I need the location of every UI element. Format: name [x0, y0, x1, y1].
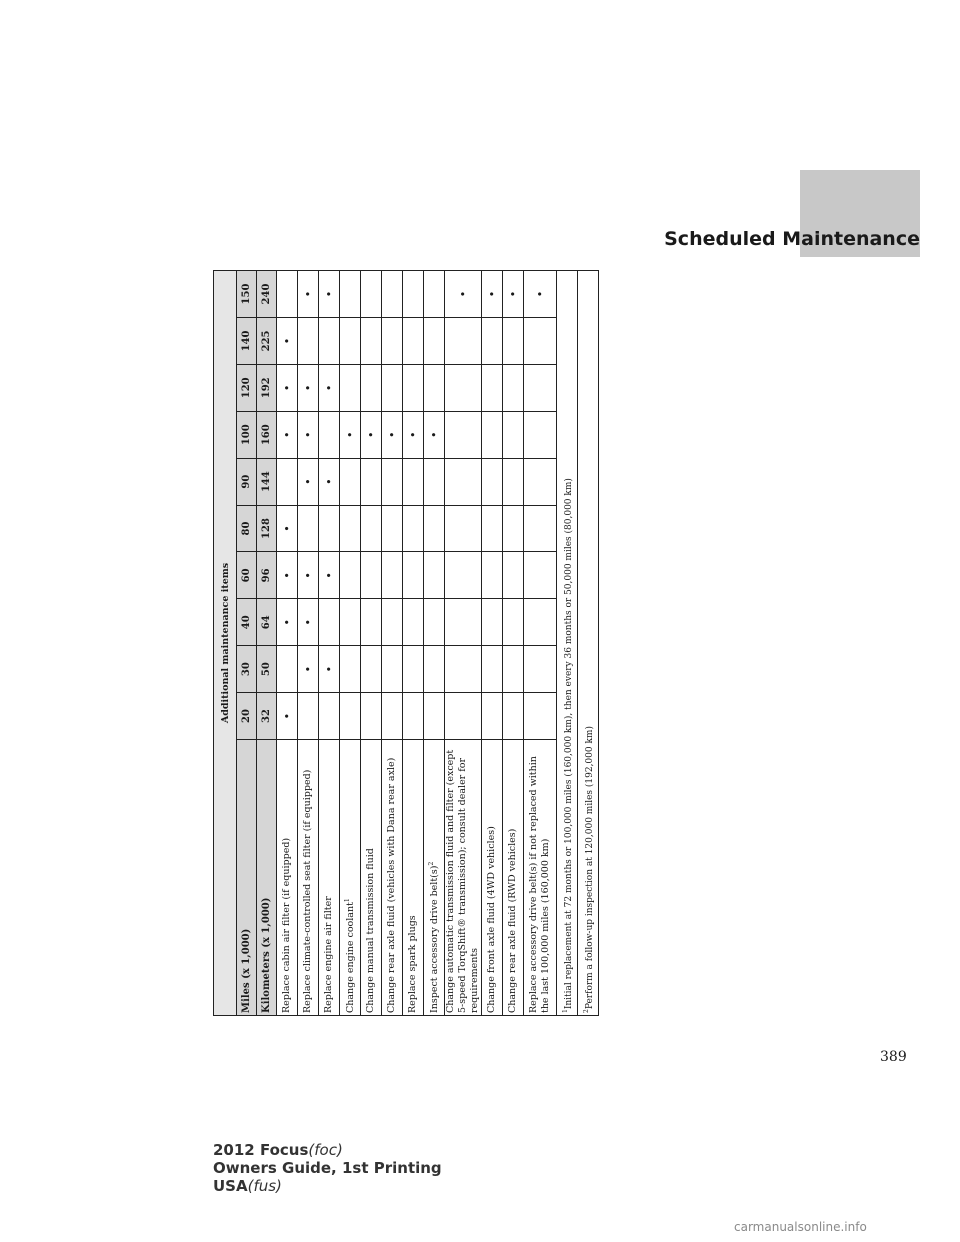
- footnote-marker: 1: [344, 898, 352, 903]
- interval-dot-cell: •: [319, 271, 340, 318]
- kilometers-header-row-value: 64: [257, 599, 277, 646]
- footnote-text: Initial replacement at 72 months or 100,000 miles (160,000 km), then every 36 months or 50,000 miles (80,000 km): [563, 478, 574, 1010]
- interval-empty-cell: [482, 364, 503, 411]
- interval-empty-cell: [382, 271, 403, 318]
- interval-empty-cell: [403, 552, 424, 599]
- interval-empty-cell: [503, 552, 524, 599]
- table-row: [445, 271, 482, 1016]
- interval-dot-cell: •: [424, 411, 445, 458]
- interval-empty-cell: [361, 458, 382, 505]
- interval-dot-cell: •: [298, 646, 319, 693]
- interval-empty-cell: [482, 646, 503, 693]
- interval-empty-cell: [524, 458, 557, 505]
- interval-empty-cell: [277, 271, 298, 318]
- interval-empty-cell: [524, 552, 557, 599]
- interval-empty-cell: [482, 458, 503, 505]
- miles-header-row-value: 80: [237, 505, 257, 552]
- interval-empty-cell: [403, 317, 424, 364]
- kilometers-header-row-value: 144: [257, 458, 277, 505]
- interval-dot-cell: •: [319, 458, 340, 505]
- interval-empty-cell: [340, 693, 361, 740]
- interval-empty-cell: [361, 364, 382, 411]
- interval-empty-cell: [277, 458, 298, 505]
- miles-header-row-value: 30: [237, 646, 257, 693]
- interval-empty-cell: [424, 505, 445, 552]
- kilometers-header-row: [257, 271, 277, 1016]
- maintenance-item-cell: [340, 740, 361, 1016]
- interval-empty-cell: [482, 552, 503, 599]
- interval-dot-cell: •: [298, 599, 319, 646]
- interval-empty-cell: [298, 317, 319, 364]
- interval-empty-cell: [403, 599, 424, 646]
- interval-dot-cell: •: [524, 271, 557, 318]
- interval-empty-cell: [503, 364, 524, 411]
- interval-dot-cell: •: [277, 599, 298, 646]
- maintenance-item-label: Change rear axle fluid (vehicles with Dana rear axle): [386, 757, 397, 1013]
- interval-empty-cell: [424, 458, 445, 505]
- table-row: [277, 271, 298, 1016]
- miles-header-row-value: 20: [237, 693, 257, 740]
- maintenance-item-label: Replace accessory drive belt(s) if not replaced within the last 100,000 miles (160,000 km): [528, 756, 551, 1013]
- interval-dot-cell: •: [403, 411, 424, 458]
- interval-empty-cell: [382, 599, 403, 646]
- interval-empty-cell: [482, 411, 503, 458]
- maintenance-item-label: Change front axle fluid (4WD vehicles): [486, 826, 497, 1013]
- interval-empty-cell: [361, 505, 382, 552]
- interval-dot-cell: •: [340, 411, 361, 458]
- interval-empty-cell: [482, 599, 503, 646]
- interval-dot-cell: •: [277, 317, 298, 364]
- maintenance-item-cell: [503, 740, 524, 1016]
- interval-empty-cell: [361, 552, 382, 599]
- footnote-marker: 2: [428, 861, 436, 866]
- miles-header-row-value: 90: [237, 458, 257, 505]
- interval-empty-cell: [503, 599, 524, 646]
- kilometers-header-row-label: Kilometers (x 1,000): [257, 740, 277, 1016]
- interval-empty-cell: [445, 693, 482, 740]
- interval-empty-cell: [524, 364, 557, 411]
- interval-dot-cell: •: [298, 458, 319, 505]
- page-number: 389: [880, 1049, 907, 1065]
- footnote-row: [557, 271, 578, 1016]
- rotated-table-wrapper: [213, 270, 598, 1016]
- interval-empty-cell: [503, 317, 524, 364]
- interval-empty-cell: [524, 411, 557, 458]
- interval-empty-cell: [382, 364, 403, 411]
- interval-empty-cell: [424, 552, 445, 599]
- interval-empty-cell: [319, 505, 340, 552]
- interval-empty-cell: [445, 458, 482, 505]
- maintenance-item-label: Replace engine air filter: [323, 896, 334, 1013]
- miles-header-row-value: 120: [237, 364, 257, 411]
- interval-empty-cell: [361, 646, 382, 693]
- interval-empty-cell: [361, 693, 382, 740]
- interval-empty-cell: [340, 364, 361, 411]
- miles-header-row: [237, 271, 257, 1016]
- interval-empty-cell: [424, 693, 445, 740]
- model-name: 2012 Focus: [213, 1141, 309, 1159]
- interval-empty-cell: [503, 505, 524, 552]
- interval-dot-cell: •: [319, 552, 340, 599]
- interval-empty-cell: [319, 317, 340, 364]
- footnote-number: 1: [561, 1009, 569, 1013]
- interval-empty-cell: [340, 271, 361, 318]
- printing-info-line-3: [213, 1177, 442, 1195]
- interval-empty-cell: [524, 646, 557, 693]
- table-row: [482, 271, 503, 1016]
- miles-header-row-value: 60: [237, 552, 257, 599]
- interval-empty-cell: [340, 317, 361, 364]
- interval-empty-cell: [424, 317, 445, 364]
- interval-empty-cell: [382, 317, 403, 364]
- interval-empty-cell: [403, 458, 424, 505]
- miles-header-row-label: Miles (x 1,000): [237, 740, 257, 1016]
- interval-empty-cell: [524, 599, 557, 646]
- interval-empty-cell: [382, 693, 403, 740]
- maintenance-item-label: Replace cabin air filter (if equipped): [281, 837, 292, 1013]
- watermark: carmanualsonline.info: [734, 1220, 867, 1234]
- table-row: [361, 271, 382, 1016]
- maintenance-table: [213, 270, 599, 1016]
- interval-dot-cell: •: [277, 505, 298, 552]
- maintenance-item-label: Inspect accessory drive belt(s): [429, 865, 441, 1013]
- interval-empty-cell: [340, 505, 361, 552]
- interval-empty-cell: [298, 505, 319, 552]
- footnote-row: [578, 271, 599, 1016]
- interval-dot-cell: •: [298, 552, 319, 599]
- interval-empty-cell: [445, 599, 482, 646]
- interval-dot-cell: •: [277, 552, 298, 599]
- interval-empty-cell: [403, 271, 424, 318]
- interval-dot-cell: •: [277, 693, 298, 740]
- maintenance-item-cell: [403, 740, 424, 1016]
- table-row: [319, 271, 340, 1016]
- interval-empty-cell: [340, 552, 361, 599]
- interval-empty-cell: [382, 505, 403, 552]
- interval-empty-cell: [424, 271, 445, 318]
- interval-empty-cell: [445, 317, 482, 364]
- maintenance-item-cell: [382, 740, 403, 1016]
- interval-empty-cell: [298, 693, 319, 740]
- maintenance-item-cell: [524, 740, 557, 1016]
- printing-info-line-1: [213, 1141, 442, 1159]
- interval-dot-cell: •: [382, 411, 403, 458]
- interval-empty-cell: [382, 646, 403, 693]
- interval-empty-cell: [340, 599, 361, 646]
- interval-empty-cell: [382, 552, 403, 599]
- maintenance-item-cell: [361, 740, 382, 1016]
- interval-empty-cell: [403, 693, 424, 740]
- table-caption: Additional maintenance items: [214, 271, 237, 1016]
- interval-empty-cell: [445, 364, 482, 411]
- section-title: Scheduled Maintenance: [664, 228, 920, 250]
- interval-empty-cell: [524, 317, 557, 364]
- kilometers-header-row-value: 192: [257, 364, 277, 411]
- kilometers-header-row-value: 240: [257, 271, 277, 318]
- interval-empty-cell: [445, 411, 482, 458]
- interval-dot-cell: •: [298, 411, 319, 458]
- maintenance-table-body: [214, 271, 599, 1016]
- interval-empty-cell: [340, 646, 361, 693]
- table-row: [382, 271, 403, 1016]
- printing-info-line-2: Owners Guide, 1st Printing: [213, 1159, 442, 1177]
- interval-empty-cell: [424, 599, 445, 646]
- interval-empty-cell: [319, 599, 340, 646]
- maintenance-item-cell: [298, 740, 319, 1016]
- interval-empty-cell: [424, 364, 445, 411]
- maintenance-item-cell: [424, 740, 445, 1016]
- maintenance-item-cell: [277, 740, 298, 1016]
- interval-empty-cell: [382, 458, 403, 505]
- maintenance-item-label: Replace climate-controlled seat filter (if equipped): [302, 769, 313, 1013]
- interval-empty-cell: [319, 693, 340, 740]
- maintenance-table-frame: [213, 270, 598, 1016]
- table-row: [503, 271, 524, 1016]
- footnote-number: 2: [582, 1009, 590, 1013]
- footnote-cell: [557, 271, 578, 1016]
- maintenance-item-label: Change automatic transmission fluid and filter (except 5-speed TorqShift® transmission); consult dealer for requirements: [445, 749, 480, 1013]
- interval-empty-cell: [361, 599, 382, 646]
- interval-empty-cell: [361, 271, 382, 318]
- kilometers-header-row-value: 32: [257, 693, 277, 740]
- kilometers-header-row-value: 96: [257, 552, 277, 599]
- interval-dot-cell: •: [277, 364, 298, 411]
- interval-empty-cell: [524, 693, 557, 740]
- interval-dot-cell: •: [319, 364, 340, 411]
- interval-dot-cell: •: [298, 364, 319, 411]
- printing-info: [213, 1141, 442, 1195]
- interval-empty-cell: [361, 317, 382, 364]
- interval-dot-cell: •: [482, 271, 503, 318]
- market-name: USA: [213, 1177, 248, 1195]
- interval-dot-cell: •: [361, 411, 382, 458]
- interval-dot-cell: •: [277, 411, 298, 458]
- interval-empty-cell: [482, 693, 503, 740]
- table-row: [340, 271, 361, 1016]
- interval-empty-cell: [403, 364, 424, 411]
- footnote-text: Perform a follow-up inspection at 120,000 miles (192,000 km): [584, 726, 595, 1010]
- miles-header-row-value: 140: [237, 317, 257, 364]
- miles-header-row-value: 150: [237, 271, 257, 318]
- interval-empty-cell: [503, 646, 524, 693]
- table-row: [524, 271, 557, 1016]
- interval-empty-cell: [424, 646, 445, 693]
- model-code: (foc): [308, 1141, 343, 1159]
- kilometers-header-row-value: 128: [257, 505, 277, 552]
- maintenance-item-label: Change rear axle fluid (RWD vehicles): [507, 828, 518, 1013]
- table-row: [298, 271, 319, 1016]
- miles-header-row-value: 100: [237, 411, 257, 458]
- table-row: [403, 271, 424, 1016]
- interval-empty-cell: [503, 411, 524, 458]
- interval-dot-cell: •: [298, 271, 319, 318]
- maintenance-item-cell: [482, 740, 503, 1016]
- interval-empty-cell: [445, 552, 482, 599]
- miles-header-row-value: 40: [237, 599, 257, 646]
- maintenance-item-label: Change engine coolant: [345, 902, 357, 1013]
- interval-empty-cell: [445, 505, 482, 552]
- interval-empty-cell: [319, 411, 340, 458]
- maintenance-item-cell: [445, 740, 482, 1016]
- interval-dot-cell: •: [503, 271, 524, 318]
- interval-empty-cell: [403, 646, 424, 693]
- interval-dot-cell: •: [319, 646, 340, 693]
- maintenance-item-cell: [319, 740, 340, 1016]
- footnote-cell: [578, 271, 599, 1016]
- interval-empty-cell: [503, 693, 524, 740]
- maintenance-item-label: Change manual transmission fluid: [365, 848, 376, 1013]
- interval-empty-cell: [503, 458, 524, 505]
- table-row: [424, 271, 445, 1016]
- kilometers-header-row-value: 225: [257, 317, 277, 364]
- interval-empty-cell: [403, 505, 424, 552]
- interval-empty-cell: [482, 505, 503, 552]
- kilometers-header-row-value: 160: [257, 411, 277, 458]
- interval-empty-cell: [277, 646, 298, 693]
- interval-empty-cell: [524, 505, 557, 552]
- interval-empty-cell: [340, 458, 361, 505]
- market-code: (fus): [247, 1177, 282, 1195]
- interval-empty-cell: [482, 317, 503, 364]
- interval-dot-cell: •: [445, 271, 482, 318]
- interval-empty-cell: [445, 646, 482, 693]
- kilometers-header-row-value: 50: [257, 646, 277, 693]
- maintenance-item-label: Replace spark plugs: [407, 915, 418, 1013]
